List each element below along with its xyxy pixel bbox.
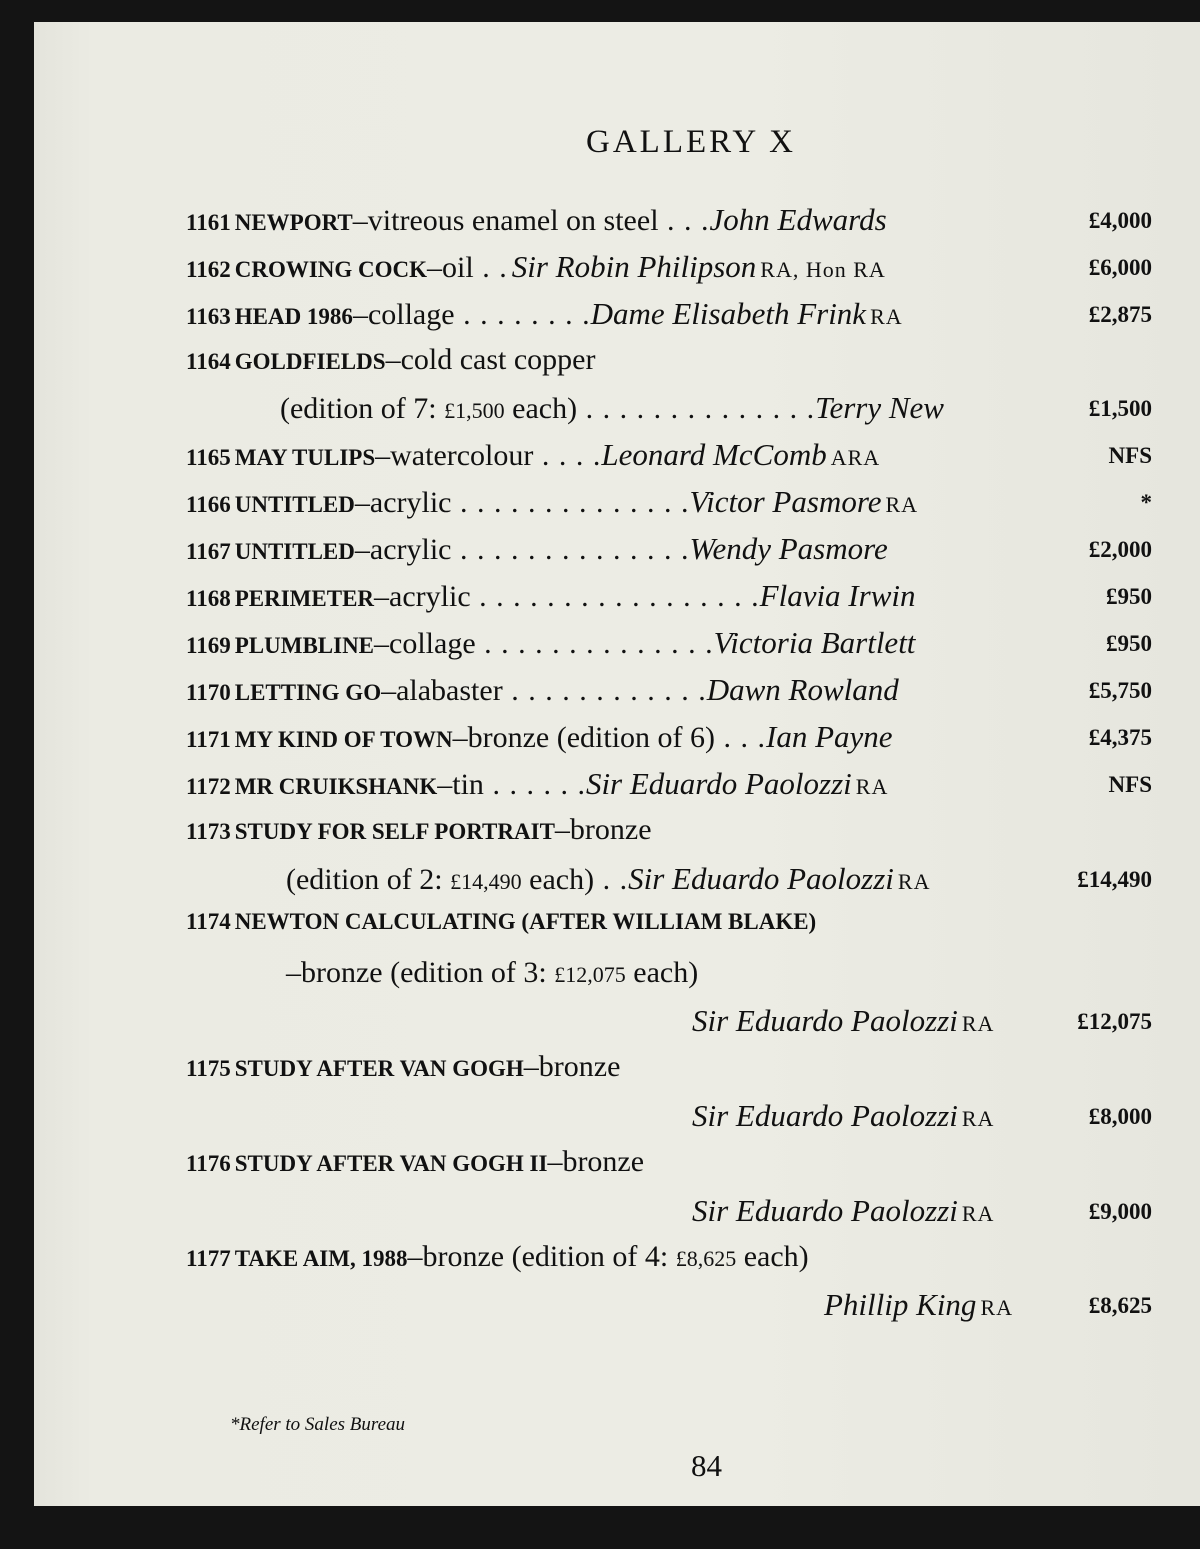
entry-1173-line2: (edition of 2: £14,490 each) . .Sir Eduardo Paolozzi RA [286,861,931,896]
entry-1168: 1168 PERIMETER–acrylic . . . . . . . . . . . . . . . . .Flavia Irwin [186,578,916,613]
entry-1176-artist: Sir Eduardo Paolozzi RA [692,1193,995,1228]
entry-1169: 1169 PLUMBLINE–collage . . . . . . . . . . . . . .Victoria Bartlett [186,625,916,660]
entry-1173: 1173 STUDY FOR SELF PORTRAIT–bronze [186,813,652,846]
entry-price: NFS [1108,443,1152,468]
entry-1172: 1172 MR CRUIKSHANK–tin . . . . . .Sir Eduardo Paolozzi RA [186,766,889,801]
entry-1170: 1170 LETTING GO–alabaster . . . . . . . . . . . .Dawn Rowland [186,672,899,707]
entry-1165: 1165 MAY TULIPS–watercolour . . . .Leonard McComb ARA [186,437,881,472]
entry-1176: 1176 STUDY AFTER VAN GOGH II–bronze [186,1145,645,1178]
entry-1174-line2: –bronze (edition of 3: £12,075 each) [286,956,699,989]
entry-1161: 1161 NEWPORT–vitreous enamel on steel . . .John Edwards [186,202,887,237]
entry-price: £6,000 [1088,255,1152,280]
entry-1166: 1166 UNTITLED–acrylic . . . . . . . . . . . . . .Victor Pasmore RA [186,484,919,519]
entry-1174: 1174 NEWTON CALCULATING (AFTER WILLIAM BLAKE) [186,909,817,934]
entry-1174-artist: Sir Eduardo Paolozzi RA [692,1003,995,1038]
entry-price: £950 [1106,631,1152,656]
entry-price: £2,000 [1088,537,1152,562]
catalogue-page [34,22,1200,1506]
entry-1164-line2: (edition of 7: £1,500 each) . . . . . . . . . . . . . .Terry New [280,390,944,425]
entry-number: 1161 [186,210,231,235]
footnote: *Refer to Sales Bureau [230,1414,406,1435]
entry-price: £4,000 [1088,208,1152,233]
entry-price: £5,750 [1088,678,1152,703]
entry-price: £950 [1106,584,1152,609]
entry-price: * [1140,490,1152,515]
page-title: GALLERY X [586,124,797,160]
entry-price: £9,000 [1088,1199,1152,1224]
entry-1167: 1167 UNTITLED–acrylic . . . . . . . . . . . . . .Wendy Pasmore [186,531,888,566]
entry-price: £14,490 [1077,867,1152,892]
entry-1175-artist: Sir Eduardo Paolozzi RA [692,1098,995,1133]
entry-artist: John Edwards [709,202,887,237]
entry-price: £8,625 [1088,1293,1152,1318]
entry-price: £12,075 [1077,1009,1152,1034]
entry-price: £8,000 [1088,1104,1152,1129]
entry-1177: 1177 TAKE AIM, 1988–bronze (edition of 4: £8,625 each) [186,1240,809,1273]
entry-1162: 1162 CROWING COCK–oil . . Sir Robin Philipson RA, Hon RA [186,249,886,284]
entry-price: £4,375 [1088,725,1152,750]
entry-price: £2,875 [1088,302,1152,327]
entry-medium: vitreous enamel on steel [367,204,659,237]
entry-price: £1,500 [1088,396,1152,421]
page-number: 84 [691,1448,722,1483]
entry-1164: 1164 GOLDFIELDS–cold cast copper [186,343,596,376]
entry-1177-artist: Phillip King RA [824,1287,1013,1322]
entry-1175: 1175 STUDY AFTER VAN GOGH–bronze [186,1050,621,1083]
entry-1163: 1163 HEAD 1986–collage . . . . . . . .Dame Elisabeth Frink RA [186,296,903,331]
entry-1171: 1171 MY KIND OF TOWN–bronze (edition of 6) . . .Ian Payne [186,719,893,754]
entry-price: NFS [1108,772,1152,797]
entry-title: NEWPORT [234,210,353,235]
